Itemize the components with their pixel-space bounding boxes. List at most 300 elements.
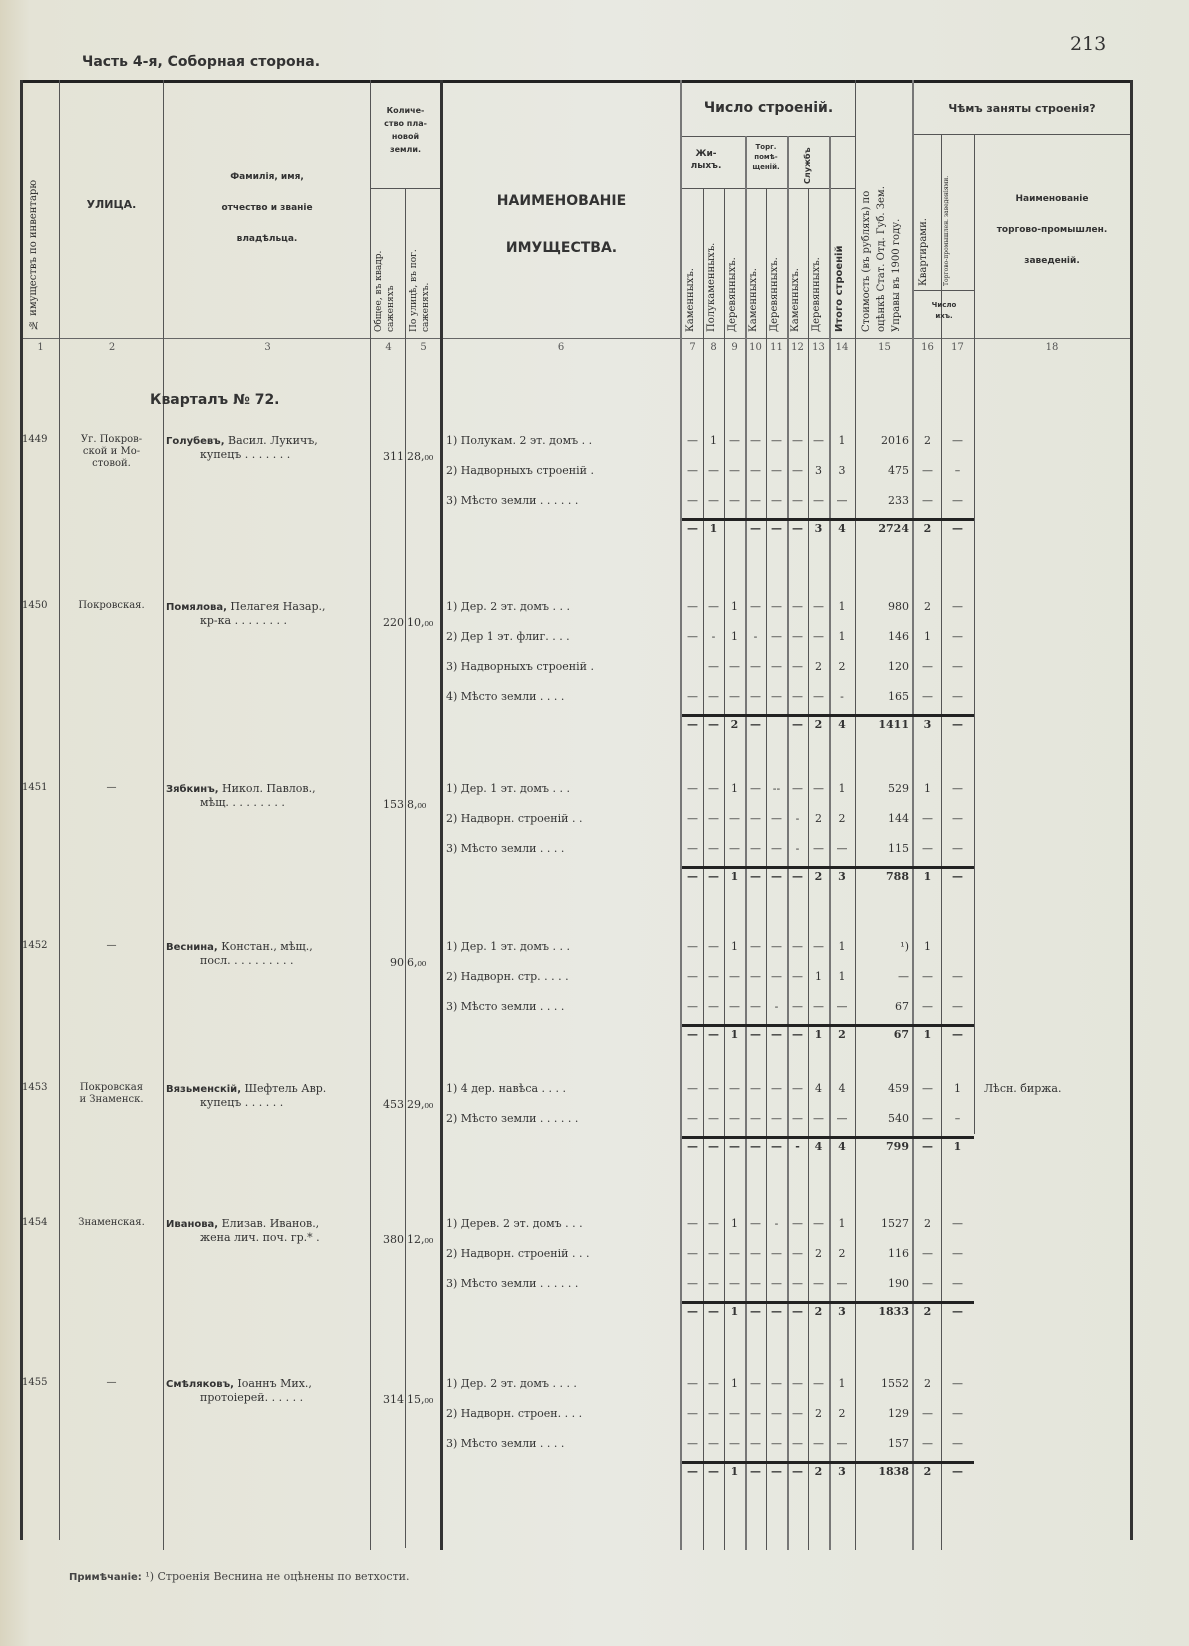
item-cell: — [687,812,698,825]
item-cell: — [750,842,761,855]
item-cell: 1 [924,630,931,643]
land-area: 311 [383,450,404,463]
street-length: 6,₀₀ [407,956,427,969]
record-owner [166,1377,312,1390]
item-cell: — [922,660,933,673]
item-cell: 1 [838,600,846,613]
item-cell: — [708,1247,719,1260]
item-cell: — [708,1407,719,1420]
total-cell: — [792,870,803,883]
column-number: 18 [1045,342,1059,353]
item-cell: 67 [895,1000,909,1013]
item-cell: — [922,842,933,855]
header-land-qty-line: ство пла- [384,119,427,128]
record-number: 1450 [22,600,48,611]
header-enterprise-line: заведеній. [1024,256,1080,266]
item-cell: — [687,434,698,447]
item-cell: — [750,940,761,953]
item-cell: — [708,690,719,703]
item-cell: — [687,1082,698,1095]
owner-rank: жена лич. поч. гр.* . [200,1231,320,1244]
item-cell: — [813,1112,824,1125]
header-street: УЛИЦА. [86,198,137,211]
item-cell: — [952,1217,963,1230]
item-cell: 2 [815,1407,822,1420]
item-cell: — [792,660,803,673]
property-item: 1) Дер. 2 эт. домъ . . . . [446,1377,577,1390]
property-item: 1) 4 дер. навѣса . . . . [446,1082,567,1095]
total-cell: — [771,870,782,883]
total-rule [682,1136,974,1139]
total-cell: 1838 [878,1465,909,1478]
total-rule [682,1301,974,1304]
header-land-qty-line: новой [391,132,420,141]
item-cell: — [708,782,719,795]
item-cell: — [687,970,698,983]
item-cell: — [750,1377,761,1390]
total-cell: 1 [814,1028,823,1041]
land-area: 314 [383,1393,404,1406]
item-cell: — [836,1112,848,1125]
item-cell: — [729,1437,740,1450]
item-cell: 4 [815,1082,822,1095]
item-cell: — [813,494,824,507]
item-cell: 2 [924,1217,931,1230]
total-cell: — [952,718,963,731]
total-rule [682,518,974,521]
quarter-title: Кварталъ № 72. [150,392,280,408]
street-length: 28,₀₀ [407,450,434,463]
column-number: 5 [420,342,427,353]
header-trade-line: помѣ- [754,153,778,161]
table-top-border [22,80,1132,83]
property-item: 2) Надворн. строеній . . [446,812,583,825]
item-cell: 2 [924,434,931,447]
item-cell: — [771,1112,782,1125]
item-cell: — [792,1277,803,1290]
item-cell: 1527 [881,1217,909,1230]
item-cell: — [750,690,761,703]
property-item: 1) Дер. 2 эт. домъ . . . [446,600,570,613]
item-cell: 1 [731,630,738,643]
header-service-wooden: Деревянныхъ. [811,257,822,332]
item-cell: 2 [924,600,931,613]
col-divider [163,80,164,1550]
item-cell: — [750,1407,761,1420]
item-cell: — [813,1000,824,1013]
total-cell: 67 [893,1028,909,1041]
item-cell: — [708,1112,719,1125]
header-land-street [408,192,432,332]
total-cell: — [792,1028,803,1041]
item-cell: — [952,1407,963,1420]
total-cell: 4 [838,1140,846,1153]
record-owner [166,434,318,447]
total-cell: 2 [923,522,932,535]
property-item: 2) Мѣсто земли . . . . . . [446,1112,579,1125]
total-cell: 1 [730,1028,739,1041]
item-cell: 1 [731,782,738,795]
item-cell: — [750,970,761,983]
item-cell: 980 [888,600,909,613]
item-cell: — [836,842,848,855]
total-cell: 3 [838,1465,846,1478]
total-cell: — [687,718,698,731]
header-value-line: Управы въ 1900 году. [891,218,902,332]
item-cell: — [792,1000,803,1013]
section-title: Часть 4-я, Соборная сторона. [82,54,321,70]
item-cell: — [687,494,698,507]
street-length: 8,₀₀ [407,798,427,811]
item-cell: — [750,1112,761,1125]
column-number: 17 [951,342,964,353]
item-cell: - [774,1217,779,1230]
item-cell: - [795,812,800,825]
item-cell: 2 [924,1377,931,1390]
owner-given: Васил. Лукичъ, [224,434,318,447]
header-trade-line: Торг. [755,143,777,151]
table-left-border [20,80,23,1540]
owner-given: Шефтель Авр. [241,1082,327,1095]
owner-rank: мѣщ. . . . . . . . . [200,796,285,809]
item-cell: — [792,1112,803,1125]
item-cell: — [771,1082,782,1095]
record-street: ской и Мо- [82,446,141,457]
item-cell: — [771,812,782,825]
col-divider [440,80,443,1550]
header-trade [744,142,788,172]
land-area: 90 [390,956,404,969]
owner-surname: Вязьменскій, [166,1084,241,1095]
owner-given: Іоаннъ Мих., [233,1377,312,1390]
property-item: 3) Мѣсто земли . . . . [446,1437,565,1450]
record-number: 1454 [22,1217,48,1228]
property-item: 2) Надворн. строен. . . . [446,1407,583,1420]
total-cell: — [952,1305,963,1318]
header-residential [683,148,729,172]
column-number: 4 [385,342,392,353]
item-cell: - [795,842,800,855]
header-trade-stone: Каменныхъ. [748,268,759,332]
item-cell: — [771,970,782,983]
table-right-border [1130,80,1133,1540]
item-cell: 4 [838,1082,846,1095]
item-cell: — [792,690,803,703]
item-cell: — [708,1217,719,1230]
total-cell: 2 [838,1028,846,1041]
item-cell: — [792,494,803,507]
header-trade-line: щеній. [752,163,780,171]
item-cell: — [771,494,782,507]
item-cell: — [952,600,963,613]
total-cell: — [687,870,698,883]
property-item: 3) Надворныхъ строеній . [446,660,594,673]
total-cell: - [795,1140,800,1153]
header-their-count-line: Число [931,301,957,309]
property-item: 3) Мѣсто земли . . . . . . [446,1277,579,1290]
total-cell: — [687,1140,698,1153]
item-cell: — [922,1000,933,1013]
total-cell: — [952,1465,963,1478]
column-number: 10 [749,342,762,353]
total-cell: 799 [886,1140,909,1153]
item-cell: 459 [888,1082,909,1095]
total-rule [682,866,974,869]
item-cell: — [687,1000,698,1013]
item-cell: 1 [731,600,738,613]
item-cell: — [922,1247,933,1260]
item-cell: — [750,1217,761,1230]
record-owner [166,1082,326,1095]
item-cell: — [952,1277,963,1290]
column-number: 9 [731,342,738,353]
item-cell: — [771,940,782,953]
item-cell: -- [772,782,781,795]
item-cell: – [954,464,961,477]
item-cell: — [750,1082,761,1095]
item-cell: 115 [888,842,909,855]
header-bottom-rule [22,338,1132,339]
item-cell: — [836,494,848,507]
item-cell: — [687,600,698,613]
total-cell: — [792,1465,803,1478]
record-number: 1451 [22,782,48,793]
total-cell: — [708,1465,719,1478]
header-enterprise-line: Наименованіе [1015,194,1089,204]
item-cell: 1 [924,782,931,795]
item-cell: — [813,1277,824,1290]
total-cell: 1 [923,870,932,883]
header-owner-line: владѣльца. [236,234,298,244]
column-number: 7 [689,342,696,353]
header-service-stone: Каменныхъ. [790,268,801,332]
item-cell: — [750,600,761,613]
total-cell: — [952,870,963,883]
footnote [69,1570,410,1583]
col-divider [855,80,856,1550]
total-cell: — [687,1028,698,1041]
total-cell: 1 [730,1465,739,1478]
item-cell: — [729,1082,740,1095]
item-cell: — [708,494,719,507]
property-item: 3) Мѣсто земли . . . . [446,842,565,855]
subcol-divider [974,134,975,1134]
item-cell: — [750,782,761,795]
item-cell: — [836,1277,848,1290]
item-cell: 157 [888,1437,909,1450]
item-cell: — [922,690,933,703]
item-cell: — [813,434,824,447]
total-cell: — [708,1140,719,1153]
item-cell: — [750,1437,761,1450]
record-street: Уг. Покров- [80,434,143,445]
owner-rank: посл. . . . . . . . . . [200,954,294,967]
item-cell: — [729,1112,740,1125]
total-cell: 4 [838,718,846,731]
total-cell: — [792,1305,803,1318]
record-number: 1455 [22,1377,48,1388]
total-cell: — [750,1028,761,1041]
total-cell: — [729,1140,740,1153]
header-buildings-count: Число строеній. [703,100,834,116]
column-number: 14 [835,342,849,353]
item-cell: — [952,1000,963,1013]
item-cell: — [952,1377,963,1390]
total-cell: — [922,1140,933,1153]
item-cell: — [729,1000,740,1013]
item-cell: 233 [888,494,909,507]
item-cell: — [922,1112,933,1125]
property-item: 1) Дер. 1 эт. домъ . . . [446,782,570,795]
column-number: 16 [921,342,934,353]
owner-given: Пелагея Назар., [226,600,326,613]
total-cell: — [750,718,761,731]
header-land-qty-line: земли. [389,145,422,154]
item-cell: — [922,1407,933,1420]
total-cell: 2 [923,1465,932,1478]
item-cell: — [708,1377,719,1390]
total-cell: — [952,522,963,535]
item-cell: 1 [838,970,846,983]
record-street: Покровская [79,1082,144,1093]
total-cell: 2 [814,718,823,731]
item-cell: — [922,812,933,825]
item-cell: 2 [815,1247,822,1260]
item-cell: — [708,812,719,825]
item-cell: — [687,782,698,795]
item-cell: 1 [815,970,822,983]
item-cell: - [753,630,758,643]
header-owner [164,162,370,255]
item-cell: — [792,1407,803,1420]
item-cell: 129 [888,1407,909,1420]
item-cell: — [813,1377,824,1390]
total-cell: 2724 [878,522,909,535]
total-cell: 1 [730,870,739,883]
item-cell: 475 [888,464,909,477]
item-cell: — [771,1407,782,1420]
item-cell: — [687,464,698,477]
item-cell: — [952,660,963,673]
item-cell: — [708,660,719,673]
header-value [859,96,904,332]
header-land-street-line: саженяхъ. [421,282,431,332]
item-cell: — [792,782,803,795]
column-number: 8 [710,342,717,353]
total-cell: — [708,718,719,731]
item-cell: — [771,1277,782,1290]
item-cell: — [813,1217,824,1230]
item-cell: 2 [838,812,846,825]
total-cell: — [750,1140,761,1153]
street-length: 15,₀₀ [407,1393,434,1406]
item-cell: — [729,690,740,703]
column-number: 2 [108,342,116,353]
owner-given: Никол. Павлов., [218,782,316,795]
item-cell: — [750,660,761,673]
item-cell: 2016 [881,434,909,447]
item-cell: — [687,1437,698,1450]
item-cell: — [771,630,782,643]
header-trade-wooden: Деревянныхъ. [769,257,780,332]
header-land-total-line: Общее, въ квадр. [374,250,384,332]
total-cell: 1 [923,1028,932,1041]
header-land-total [373,192,397,332]
item-cell: — [771,464,782,477]
item-cell: — [792,434,803,447]
item-cell: — [708,1082,719,1095]
header-rule [914,134,1130,135]
total-cell: 1 [730,1305,739,1318]
header-rule [914,290,974,291]
header-value-line: оцѣнкѣ Стат. Отд. Губ. Зем. [876,186,887,332]
item-cell: ¹) [900,940,909,953]
item-cell: — [729,660,740,673]
item-cell: — [952,630,963,643]
item-cell: — [792,1437,803,1450]
header-rule [370,188,440,189]
total-cell: — [687,522,698,535]
property-item: 2) Надворн. стр. . . . . [446,970,569,983]
item-cell: — [708,842,719,855]
item-cell: — [687,1407,698,1420]
item-cell: — [729,494,740,507]
header-their-count-line: ихъ. [935,312,953,320]
item-cell: — [750,434,761,447]
item-cell: — [708,1000,719,1013]
item-cell: — [729,1407,740,1420]
item-cell: — [687,940,698,953]
record-street: — [106,782,117,793]
total-rule [682,1024,974,1027]
footnote-text: ¹) Строенія Веснина не оцѣнены по ветхости. [145,1570,410,1583]
property-item: 2) Дер 1 эт. флиг. . . . [446,630,570,643]
column-number: 11 [770,342,783,353]
total-cell: 2 [814,1465,823,1478]
item-cell: — [708,970,719,983]
land-area: 220 [383,616,404,629]
item-cell: 1 [731,940,738,953]
owner-surname: Помялова, [166,602,227,613]
item-cell: — [813,690,824,703]
item-cell: — [771,1437,782,1450]
total-cell: — [792,718,803,731]
column-number: 13 [812,342,825,353]
owner-rank: кр-ка . . . . . . . . [200,614,288,627]
owner-surname: Иванова, [166,1219,219,1230]
subcol-divider [703,188,704,1550]
header-service: Службъ [803,147,812,184]
item-cell: — [952,494,963,507]
column-number: 12 [791,342,804,353]
item-cell: 1552 [881,1377,909,1390]
header-apartments: Квартирами. [918,218,929,286]
header-land-total-line: саженяхъ [386,285,396,332]
item-cell: 540 [888,1112,909,1125]
item-cell: - [840,690,844,703]
item-cell: — [708,464,719,477]
property-item: 3) Мѣсто земли . . . . . . [446,494,579,507]
item-cell: 2 [838,1247,846,1260]
item-cell: 529 [888,782,909,795]
item-cell: - [774,1000,779,1013]
item-cell: — [687,842,698,855]
street-length: 29,₀₀ [407,1098,434,1111]
item-cell: 1 [838,940,846,953]
total-cell: — [687,1305,698,1318]
item-cell: — [708,1277,719,1290]
land-area: 453 [383,1098,404,1111]
